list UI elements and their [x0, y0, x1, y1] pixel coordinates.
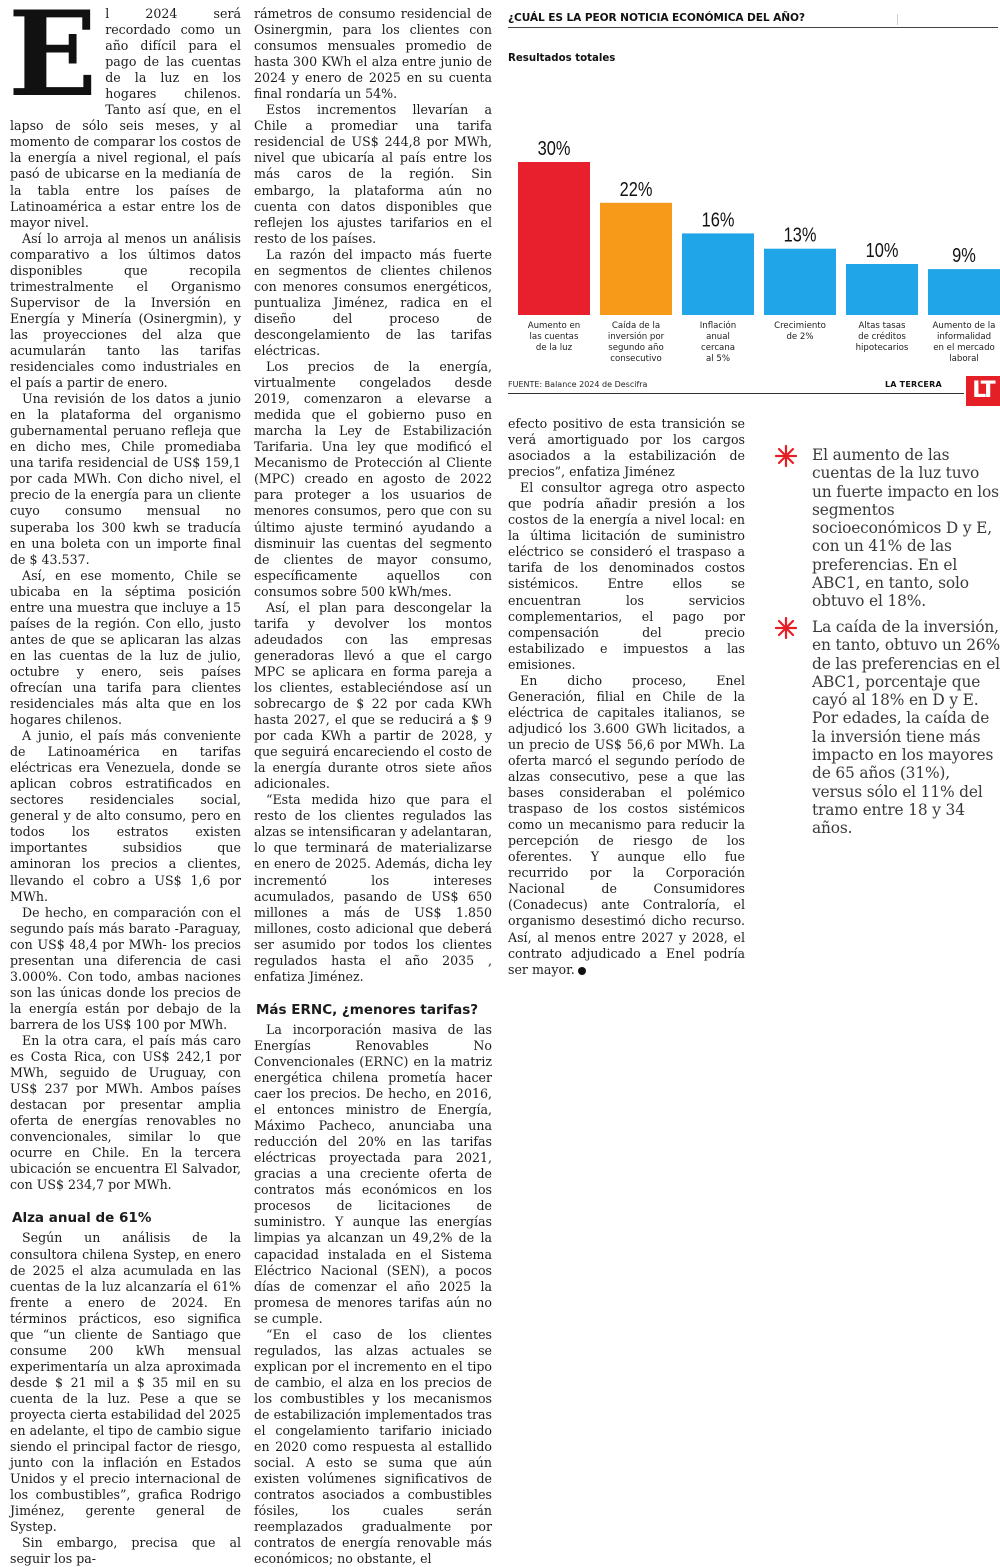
paragraph: [508, 673, 745, 978]
bar-value-label: 13%: [783, 223, 817, 247]
paragraph-text: En dicho proceso, Enel Generación, filial en Chile de la eléctrica de capitales italianos, se adjudicó los 3.600 GWh licitados, a un precio de US$ 56,6 por MWh. La oferta marcó el segundo período de alzas consecutivo, pese a que las bases consideraban el polémico traspaso de los costos sistémicos como un mecanismo para reducir la percepción de riesgo de los oferentes. Y aunque ello fue recurrido por la Corporación Nacional de Consumidores (Conadecus) ante Contraloría, el organismo desestimó dicho recurso. Así, al menos entre 2027 y 2028, el contrato adjudicado a Enel podría ser mayor.: [508, 672, 745, 977]
bar-3: [682, 233, 754, 315]
bar-value-label: 9%: [952, 243, 976, 267]
paragraph: En la otra cara, el país más caro es Costa Rica, con US$ 242,1 por MWh, seguido de Uruguay, con US$ 237 por MWh. Ambos países destacan por presentar amplia oferta de energías renovables no convencionales, similar lo que ocurre en Chile. En la tercera ubicación se encuentra El Salvador, con US$ 234,7 por MWh.: [10, 1033, 241, 1193]
category-label: Aumento de la informalidad en el mercado laboral: [932, 321, 996, 364]
chart-subtitle: Resultados totales: [508, 53, 616, 64]
category-label: Aumento en las cuentas de la luz: [527, 321, 581, 353]
bar-1: [518, 162, 590, 315]
la-tercera-logo: LT: [966, 376, 1000, 406]
article-column-1: [8, 0, 241, 1567]
end-of-article-icon: [578, 967, 586, 975]
category-label: Altas tasas de créditos hipotecarios: [855, 321, 909, 353]
section-heading: Más ERNC, ¿menores tarifas?: [256, 1001, 479, 1018]
divider: [508, 27, 998, 28]
paragraph: La incorporación masiva de las Energías Renovables No Convencionales (ERNC) en la matriz energética chilena prometía hacer caer los precios. De hecho, en 2016, el entonces ministro de Energía, Máximo Pacheco, anunciaba una reducción del 20% en las tarifas eléctricas proyectada para 2021, gracias a una creciente oferta de contratos más económicos en los procesos de licitaciones de suministro. Y aunque las energías limpias ya alcanzan un 49,2% de la capacidad instalada en el Sistema Eléctrico Nacional (SEN), a pocos días de comenzar el año 2025 la promesa de menores tarifas aún no se cumple.: [254, 1021, 492, 1326]
divider: [897, 14, 898, 25]
category-label: Inflación anual cercana al 5%: [699, 321, 737, 364]
paragraph: Así, en ese momento, Chile se ubicaba en la séptima posición entre una muestra que incluye a 15 países de la región. Con ello, justo antes de que se aplicaran las alzas en las cuentas de la luz de julio, octubre y enero, seis países ofrecían una tarifa para clientes residenciales más alta que en los hogares chilenos.: [10, 567, 241, 728]
category-label: Crecimiento de 2%: [774, 321, 826, 342]
paragraph: Así, el plan para descongelar la tarifa y devolver los montos adeudados con las empresas generadoras llevó a que el cargo MPC se aplicara en forma pareja a los clientes, estableciéndose así un sobrecargo de $ 22 por cada KWh hasta 2027, el que se reducirá a $ 9 por cada KWh a partir de 2028, y que seguirá encareciendo el costo de la energía durante otros siete años adicionales.: [254, 599, 492, 792]
article-column-2: [254, 6, 492, 1567]
paragraph: Así lo arroja al menos un análisis comparativo a los últimos datos disponibles que recopila trimestralmente el Organismo Supervisor de la Inversión en Energía y Minería (Osinergmin), y las proyecciones del alza que acumularán tanto las tarifas residenciales como industriales en el país a partir de enero.: [10, 230, 241, 391]
bar-value-label: 16%: [701, 207, 735, 231]
paragraph: Una revisión de los datos a junio en la plataforma del organismo gubernamental peruano refleja que en dicho mes, Chile promediaba una tarifa residencial de US$ 159,1 por cada MWh. Con dicho nivel, el precio de la energía para un cliente cuyo consumo mensual no superaba los 300 kwh se traducía en una boleta con un importe final de $ 43.537.: [10, 391, 241, 567]
paragraph: “En el caso de los clientes regulados, las alzas actuales se explican por el incremento en el tipo de cambio, el alza en los precios de los combustibles y los mecanismos de estabilización implementados tras el congelamiento tarifario iniciado en 2020 como respuesta al estallido social. A esto se suma que aún existen volúmenes significativos de contratos asociados a combustibles fósiles, los cuales serán reemplazados gradualmente por contratos de energía renovable más económicos; no obstante, el: [254, 1326, 492, 1567]
drop-cap: E: [8, 0, 98, 123]
bar-value-label: 30%: [537, 136, 571, 160]
paragraph: De hecho, en comparación con el segundo país más barato -Paraguay, con US$ 48,4 por MWh- los precios presentan una diferencia de casi 3.000%. Con todo, ambas naciones son las únicas donde los precios de la energía están por debajo de la barrera de los US$ 100 por MWh.: [10, 904, 241, 1032]
callout-text: La caída de la inversión, en tanto, obtuvo un 26% de las preferencias en el ABC1, porcentaje que cayó al 18% en D y E. Por edades, la caída de la inversión tiene más impacto en los mayores de 65 años (31%), versus sólo el 11% del tramo entre 18 y 34 años.: [812, 618, 1000, 838]
paragraph: El consultor agrega otro aspecto que podría añadir presión a los costos de la energía a nivel local: en la última licitación de suministro eléctrico se consideró el traspaso a tarifa de los denominados costos sistémicos. Entre ellos se encuentran los servicios complementarios, el pago por compensación del precio estabilizado e impuestos a las emisiones.: [508, 480, 745, 672]
bar-chart: [504, 60, 1000, 364]
callout-text: El aumento de las cuentas de la luz tuvo un fuerte impacto en los segmentos socioeconómicos D y E, con un 41% de las preferencias. En el ABC1, en tanto, solo obtuvo el 18%.: [812, 446, 999, 611]
article-column-3: [508, 416, 745, 978]
chart-question: ¿CUÁL ES LA PEOR NOTICIA ECONÓMICA DEL AÑO?: [508, 12, 805, 24]
bar-4: [764, 249, 836, 315]
bar-2: [600, 203, 672, 315]
asterisk-icon: [774, 616, 798, 640]
paragraph: rámetros de consumo residencial de Osinergmin, para los clientes con consumos mensuales promedio de hasta 300 KWh el alza entre junio de 2024 y enero de 2025 en su cuenta final rondaría un 54%.: [254, 6, 492, 102]
paragraph: efecto positivo de esta transición se verá amortiguado por los cargos asociados a la estabilización de precios”, enfatiza Jiménez: [508, 416, 745, 480]
paragraph: Sin embargo, precisa que al seguir los pa-: [10, 1535, 241, 1567]
chart-source: FUENTE: Balance 2024 de Descifra: [508, 380, 648, 389]
paragraph: l 2024 será recordado como un año difícil para el pago de las cuentas de la luz en los hogares chilenos. Tanto así que, en el lapso de sólo seis meses, y al momento de comparar los costos de la energía a nivel regional, el país pasó de ubicarse en la medianía de la tabla entre los países de Latinoamérica a estar entre los de mayor nivel.: [10, 6, 241, 230]
divider: [508, 393, 964, 394]
paragraph: La razón del impacto más fuerte en segmentos de clientes chilenos con menores consumos energéticos, puntualiza Jiménez, radica en el diseño del proceso de descongelamiento de las tarifas eléctricas.: [254, 246, 492, 358]
publication-name: LA TERCERA: [885, 380, 942, 389]
bar-5: [846, 264, 918, 315]
paragraph: Según un análisis de la consultora chilena Systep, en enero de 2025 el alza acumulada en las cuentas de la luz alcanzaría el 61% frente a enero de 2024. En términos prácticos, eso significa que “un cliente de Santiago que consume 200 kWh mensual experimentaría un alza aproximada desde $ 21 mil a $ 35 mil en su cuenta de la luz. Pese a que se proyecta cierta estabilidad del 2025 en adelante, el tipo de cambio sigue siendo el principal factor de riesgo, junto con la inflación en Estados Unidos y el precio internacional de los combustibles”, grafica Rodrigo Jiménez, gerente general de Systep.: [10, 1230, 241, 1535]
section-heading: Alza anual de 61%: [12, 1210, 152, 1227]
bar-6: [928, 269, 1000, 315]
chart-panel: [504, 0, 1000, 403]
bar-value-label: 22%: [619, 177, 653, 201]
paragraph: Estos incrementos llevarían a Chile a promediar una tarifa residencial de US$ 244,8 por MWh, nivel que ubicaría al país entre los más caros de la región. Sin embargo, la plataforma aún no cuenta con datos disponibles que reflejen los ajustes tarifarios en el resto de los países.: [254, 102, 492, 246]
bar-value-label: 10%: [865, 238, 899, 262]
category-label: Caída de la inversión por segundo año consecutivo: [607, 321, 665, 364]
paragraph: A junio, el país más conveniente de Latinoamérica en tarifas eléctricas era Venezuela, donde se aplican cobros estratificados en sectores residenciales social, general y de alto consumo, pero en todos los estratos existen importantes subsidios que aminoran los precios a clientes, llevando el cobro a US$ 1,6 por MWh.: [10, 728, 241, 904]
paragraph: “Esta medida hizo que para el resto de los clientes regulados las alzas se intensificaran y adelantaran, lo que terminará de materializarse en enero de 2025. Además, dicha ley incrementó los intereses acumulados, pasando de US$ 650 millones a más de US$ 1.850 millones, costo adicional que deberá ser asumido por todos los clientes regulados hasta el año 2035 , enfatiza Jiménez.: [254, 792, 492, 984]
callout-quote: [776, 618, 1000, 838]
callout-quote: [776, 446, 1000, 611]
paragraph: Los precios de la energía, virtualmente congelados desde 2019, comenzaron a elevarse a medida que el gobierno puso en marcha la Ley de Estabilización Tarifaria. Una ley que modificó el Mecanismo de Protección al Cliente (MPC) creado en agosto de 2022 para proteger a los usuarios de menores consumos, pero que con su último ajuste terminó ayudando a disminuir las cuentas del segmento de clientes de mayor consumo, específicamente aquellos con consumos sobre 500 kWh/mes.: [254, 359, 492, 599]
asterisk-icon: [774, 444, 798, 468]
